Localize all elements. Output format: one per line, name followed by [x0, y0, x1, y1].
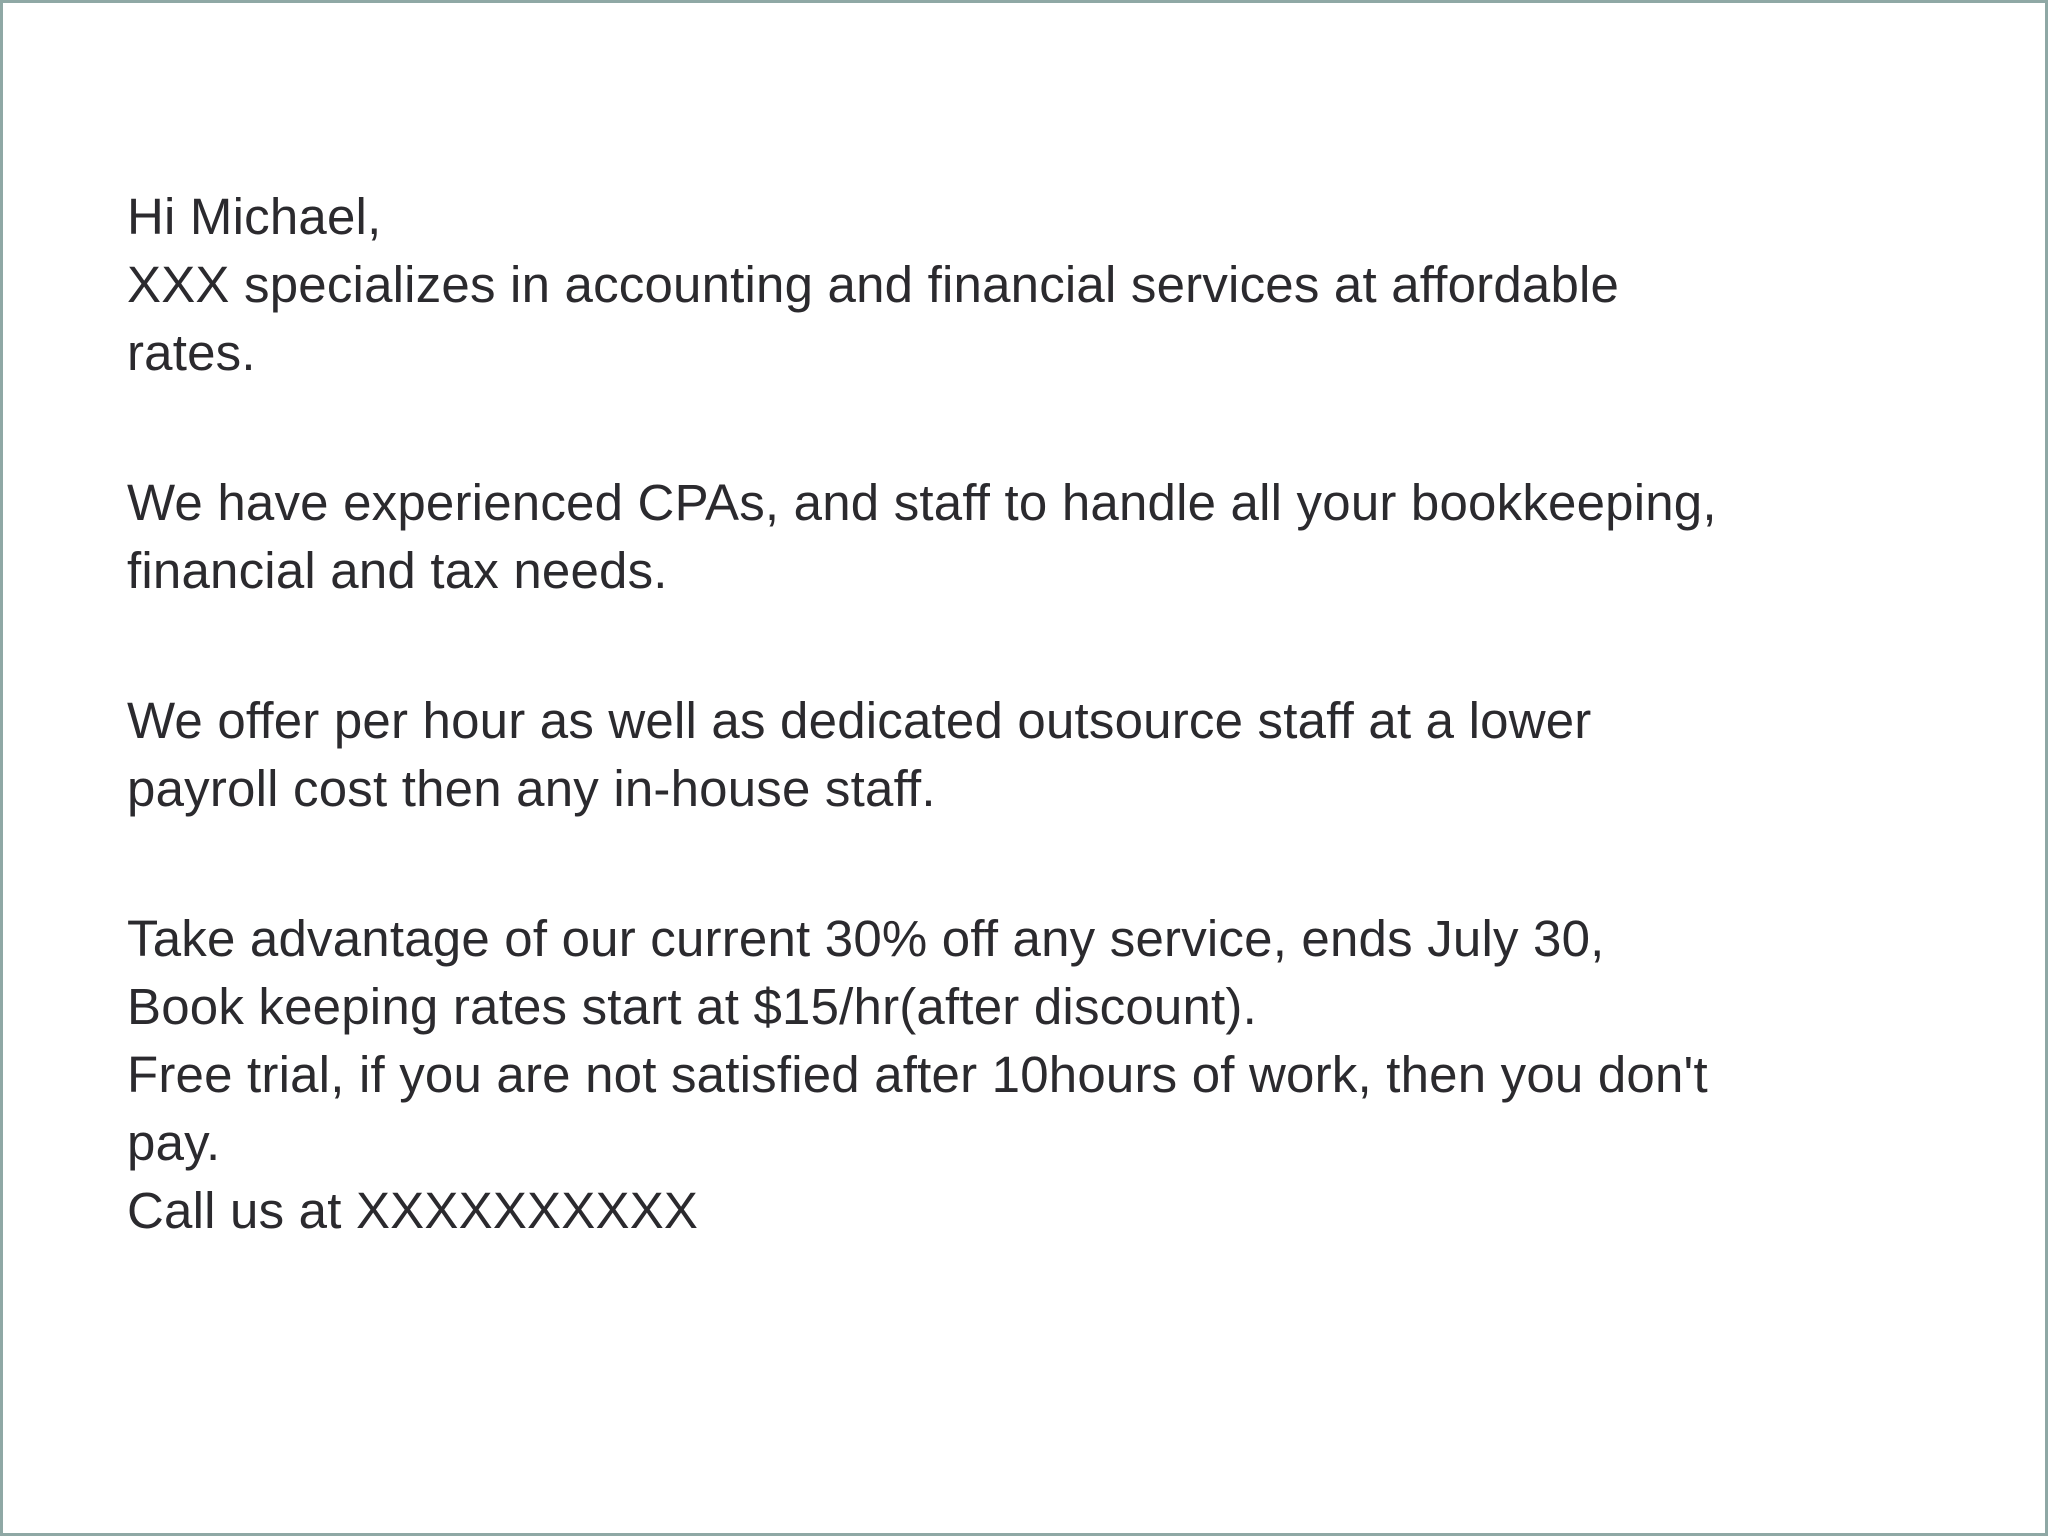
intro-line-2: rates.	[127, 324, 256, 381]
promo-line-1: Take advantage of our current 30% off any service, ends July 30,	[127, 910, 1605, 967]
staff-line-1: We have experienced CPAs, and staff to handle all your bookkeeping,	[127, 474, 1717, 531]
offer-paragraph	[127, 687, 1987, 823]
greeting-paragraph	[127, 183, 1987, 387]
letter-body	[127, 183, 1987, 1245]
contact-line: Call us at XXXXXXXXXX	[127, 1182, 699, 1239]
promo-line-2: Book keeping rates start at $15/hr(after discount).	[127, 978, 1257, 1035]
promo-line-4: pay.	[127, 1114, 221, 1171]
intro-line-1: XXX specializes in accounting and financial services at affordable	[127, 256, 1620, 313]
promo-paragraph	[127, 905, 1987, 1245]
staff-line-2: financial and tax needs.	[127, 542, 668, 599]
offer-line-1: We offer per hour as well as dedicated outsource staff at a lower	[127, 692, 1592, 749]
offer-line-2: payroll cost then any in-house staff.	[127, 760, 936, 817]
greeting-line: Hi Michael,	[127, 188, 382, 245]
staff-paragraph	[127, 469, 1987, 605]
promo-line-3: Free trial, if you are not satisfied after 10hours of work, then you don't	[127, 1046, 1708, 1103]
